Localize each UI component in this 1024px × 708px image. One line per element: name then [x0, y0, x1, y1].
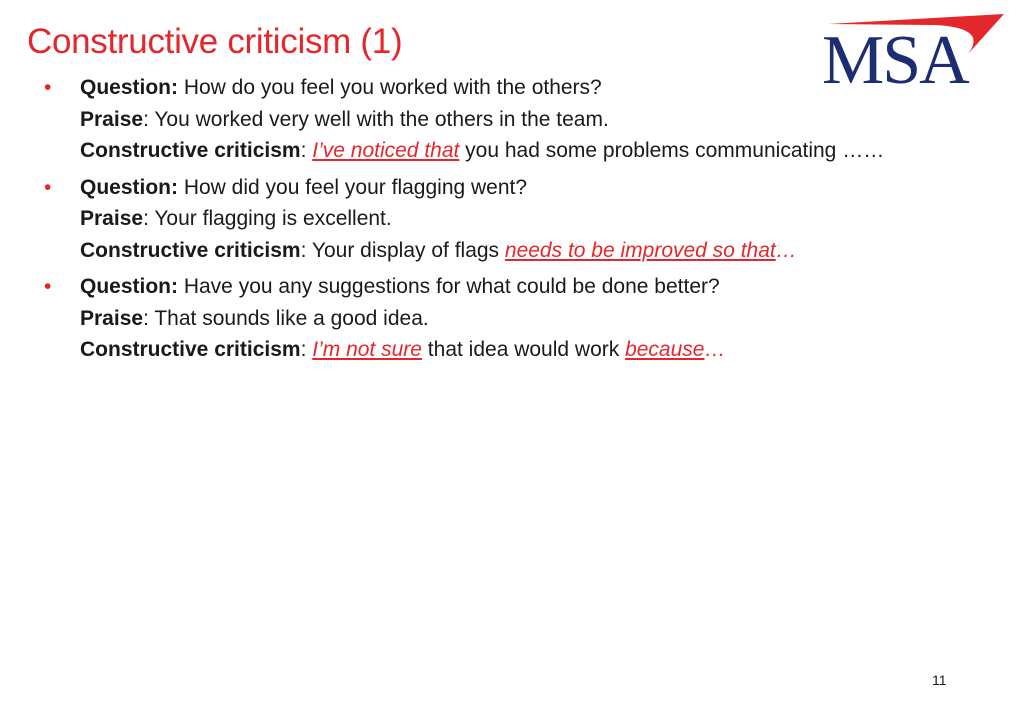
bullet-list [44, 72, 1004, 371]
criticism-text: Your display of flags [311, 238, 505, 262]
question-line [80, 72, 1004, 104]
slide-title: Constructive criticism (1) [27, 22, 403, 61]
logo-text: MSA [822, 22, 968, 99]
bullet-item [44, 271, 1004, 366]
praise-label: Praise [80, 107, 144, 131]
praise-text: : Your flagging is excellent. [143, 207, 392, 230]
bullet-item [44, 172, 1004, 267]
praise-line [80, 303, 1004, 335]
criticism-line [80, 135, 1004, 167]
bullet-item [44, 72, 1004, 167]
praise-label: Praise [80, 306, 144, 330]
question-line [80, 172, 1004, 204]
criticism-label: Constructive criticism [80, 139, 301, 162]
criticism-colon: : [300, 338, 313, 361]
criticism-line [80, 334, 1004, 366]
criticism-text: that idea would work [421, 338, 626, 361]
criticism-highlight-2: because [625, 338, 705, 361]
question-label: Question: [80, 76, 178, 99]
page-number: 11 [932, 672, 947, 688]
question-text: How do you feel you worked with the others? [178, 76, 602, 99]
criticism-colon: : [300, 238, 312, 262]
criticism-highlight: needs to be improved so that [504, 238, 776, 262]
praise-text: : That sounds like a good idea. [143, 306, 429, 330]
criticism-highlight: I’m not sure [312, 338, 422, 361]
question-label: Question: [80, 275, 178, 298]
question-text: Have you any suggestions for what could be done better? [178, 275, 720, 298]
bullet-dot-icon: • [44, 76, 52, 99]
praise-label: Praise [80, 207, 144, 230]
question-label: Question: [80, 175, 178, 199]
criticism-text: you had some problems communicating …… [459, 139, 885, 162]
question-line [80, 271, 1004, 303]
criticism-ellipsis: … [704, 338, 726, 361]
praise-line [80, 203, 1004, 235]
praise-line [80, 104, 1004, 136]
criticism-line [80, 235, 1004, 267]
bullet-dot-icon: • [44, 275, 52, 298]
criticism-highlight: I’ve noticed that [312, 139, 460, 162]
bullet-dot-icon: • [44, 175, 52, 199]
criticism-colon: : [300, 139, 313, 162]
criticism-ellipsis: … [775, 238, 797, 262]
question-text: How did you feel your flagging went? [178, 175, 528, 199]
criticism-label: Constructive criticism [80, 338, 301, 361]
criticism-label: Constructive criticism [80, 238, 301, 262]
praise-text: : You worked very well with the others in the team. [143, 107, 609, 131]
